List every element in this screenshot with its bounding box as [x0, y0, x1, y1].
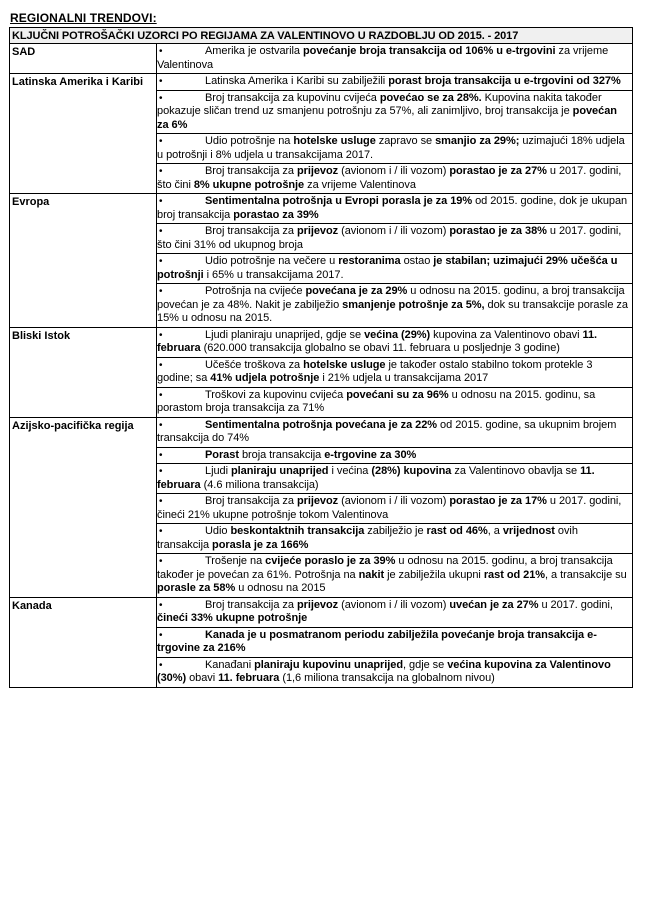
bullet-icon: • [159, 76, 163, 87]
text: od 2015. godine, dok je ukupan broj transakcija [157, 195, 628, 221]
text: i 21% udjela u transakcijama 2017 [319, 372, 489, 384]
table-row [10, 74, 633, 194]
text: Kanađani [205, 658, 255, 671]
list-item [157, 628, 632, 658]
regional-trends-table [9, 27, 633, 688]
text: dok su transakcije porasle za 15% u odnosu na 2015. [157, 298, 628, 324]
bullet-icon: • [159, 449, 163, 461]
text: obavi [186, 672, 219, 684]
text: je zabilježila ukupni [384, 568, 484, 581]
bold-text: porasla je za 166% [212, 538, 309, 551]
table-title: KLJUČNI POTROŠAČKI UZORCI PO REGIJAMA ZA VALENTINOVO U RAZDOBLJU OD 2015. - 2017 [10, 28, 633, 44]
bold-text: porasle za 58% [157, 582, 236, 594]
bold-text: većina kupovina za Valentinovo (30%) [157, 658, 611, 684]
text: za vrijeme Valentinova [157, 45, 609, 71]
list-item [157, 224, 632, 254]
text: uzimajući 18% udjela u potrošnji i 8% udjela u transakcijama 2017. [157, 135, 625, 161]
text: (avionom i / ili vozom) [338, 495, 450, 507]
bold-text: cvijeće poraslo je za 39% [265, 555, 396, 567]
list-item [157, 134, 632, 164]
list-item [157, 598, 632, 628]
text: Potrošnja na cvijeće [205, 285, 306, 297]
text: broja transakcija [238, 448, 325, 461]
bold-text: smanjenje potrošnje za 5%, [342, 298, 485, 311]
text: ovih transakcija [157, 525, 578, 551]
table-row [10, 417, 633, 597]
text: i većina [328, 465, 372, 477]
bullet-icon: • [159, 419, 163, 431]
bold-text: beskontaktnih transakcija [230, 525, 365, 537]
text: u 2017. godini, što čini 31% od ukupnog broja [157, 225, 622, 251]
text: , a [487, 525, 503, 537]
bold-text: hotelske usluge [303, 358, 386, 371]
text: Udio potrošnje na večere u [205, 255, 339, 267]
text: , gdje se [403, 658, 448, 671]
list-item [157, 194, 632, 224]
bullet-icon: • [159, 466, 163, 477]
bullet-icon: • [159, 496, 163, 507]
text: za Valentinovo obavlja se [451, 465, 581, 477]
bullet-icon: • [159, 136, 163, 147]
text: u 2017. godini, [538, 598, 613, 611]
text: kupovina za Valentinovo obavi [430, 328, 583, 341]
bold-text: povećan za 6% [157, 105, 617, 131]
list-item [157, 164, 632, 193]
bold-text: porastao je za 27% [449, 165, 547, 177]
bold-text: 41% udjela potrošnje [210, 372, 320, 384]
bold-text: smanjio za 29%; [435, 135, 520, 147]
region-bullets [157, 417, 633, 597]
text: za vrijeme Valentinova [304, 178, 416, 191]
bold-text: prijevoz [296, 598, 339, 611]
text: Troškovi za kupovinu cvijeća [205, 388, 347, 401]
text: Ljudi planiraju unaprijed, gdje se [205, 328, 365, 341]
text: (avionom i / ili vozom) [338, 225, 450, 237]
list-item [157, 524, 632, 554]
bold-text: povećana je za 29% [305, 285, 408, 297]
text: Amerika je ostvarila [205, 45, 303, 57]
bold-text: prijevoz [296, 165, 339, 177]
table-row [10, 44, 633, 74]
bold-text: rast od 46% [426, 525, 488, 537]
list-item [157, 494, 632, 524]
bold-text: Sentimentalna potrošnja u Evropi porasla je za 19% [205, 195, 473, 207]
bold-text: povećao se za 28%. [379, 91, 482, 104]
bold-text: je stabilan; uzimajući 29% učešća u potrošnji [157, 255, 618, 281]
bold-text: uvećan je za 27% [449, 598, 539, 611]
text: u odnosu na 2015 [235, 582, 326, 594]
text: Broj transakcija za [205, 165, 297, 177]
text: u odnosu na 2015. godinu, a broj transakcija povećan je za 48%. Nakit je zabilježio [157, 285, 625, 311]
list-item [157, 44, 632, 73]
list-item [157, 358, 632, 388]
text: Broj transakcija za [205, 225, 297, 237]
bold-text: planiraju unaprijed [231, 465, 329, 477]
region-name: Latinska Amerika i Karibi [10, 74, 157, 194]
text: u 2017. godini, što čini [157, 165, 622, 191]
text: (1,6 miliona transakcija na globalnom nivou) [279, 672, 495, 684]
region-bullets [157, 597, 633, 687]
bullet-icon: • [159, 389, 163, 401]
region-bullets [157, 74, 633, 194]
bold-text: 8% ukupne potrošnje [193, 178, 305, 191]
text: Broj transakcija za [205, 495, 297, 507]
list-item [157, 254, 632, 284]
bullet-icon: • [159, 599, 163, 611]
region-name: Kanada [10, 597, 157, 687]
bold-text: 11. februara [157, 465, 595, 491]
bold-text: 11. februara [157, 328, 598, 354]
text: , a transakcije su [545, 568, 627, 581]
region-name: Azijsko-pacifička regija [10, 417, 157, 597]
bold-text: porastao je za 17% [449, 495, 547, 507]
list-item [157, 284, 632, 327]
bold-text: (28%) kupovina [371, 465, 452, 477]
table-row [10, 327, 633, 417]
bullet-icon: • [159, 196, 163, 207]
bullet-icon: • [159, 629, 163, 641]
text: (avionom i / ili vozom) [338, 165, 450, 177]
text: ostao [400, 255, 434, 267]
text: (avionom i / ili vozom) [338, 598, 450, 611]
list-item [157, 464, 632, 494]
list-item [157, 554, 632, 597]
text: u odnosu na 2015. godinu, a broj transakcija također je povećan za 61%. Potrošnja na [157, 555, 613, 581]
text: Učešće troškova za [205, 358, 304, 371]
bold-text: rast od 21% [483, 568, 546, 581]
bold-text: porastao za 39% [233, 208, 319, 221]
list-item [157, 658, 632, 687]
bullet-icon: • [159, 166, 163, 177]
bold-text: porast broja transakcija u e-trgovini od 327% [388, 75, 621, 87]
region-bullets [157, 327, 633, 417]
text: je također ostalo stabilno tokom protekle 3 godine; sa [157, 358, 593, 384]
bullet-icon: • [159, 359, 163, 371]
bold-text: nakit [358, 568, 385, 581]
bold-text: prijevoz [296, 495, 339, 507]
bold-text: 11. februara [218, 672, 280, 684]
table-title-row [10, 28, 633, 44]
bold-text: čineći 33% ukupne potrošnje [157, 612, 308, 624]
table-row [10, 597, 633, 687]
bold-text: vrijednost [502, 525, 555, 537]
text: u odnosu na 2015. godinu, sa porastom broja transakcija za 71% [157, 388, 596, 414]
bullet-icon: • [159, 329, 163, 341]
section-heading: REGIONALNI TRENDOVI: [10, 11, 157, 25]
bullet-icon: • [159, 226, 163, 237]
text: (620.000 transakcija globalno se obavi 11. februara u posljednje 3 godine) [200, 342, 560, 354]
bullet-icon: • [159, 556, 163, 567]
text: Udio potrošnje na [205, 135, 294, 147]
text: u 2017. godini, čineći 21% ukupne potrošnje tokom Valentinova [157, 495, 622, 521]
bold-text: hotelske usluge [293, 135, 376, 147]
bold-text: Kanada je u posmatranom periodu zabilježila povećanje broja transakcija e-trgovine za 216% [157, 628, 597, 654]
bold-text: e-trgovine za 30% [324, 448, 417, 461]
bold-text: planiraju kupovinu unaprijed [254, 658, 404, 671]
bold-text: većina (29%) [364, 328, 431, 341]
text: Trošenje na [205, 555, 266, 567]
bullet-icon: • [159, 92, 163, 104]
list-item [157, 91, 632, 135]
region-bullets [157, 44, 633, 74]
bullet-icon: • [159, 659, 163, 671]
text: od 2015. godine, sa ukupnim brojem transakcija do 74% [157, 418, 617, 444]
list-item [157, 74, 632, 91]
list-item [157, 418, 632, 448]
region-name: Bliski Istok [10, 327, 157, 417]
text: Broj transakcija za kupovinu cvijeća [205, 91, 380, 104]
bold-text: Porast [205, 448, 239, 461]
bold-text: povećanje broja transakcija od 106% u e-trgovini [302, 45, 556, 57]
text: Udio [205, 525, 231, 537]
text: Latinska Amerika i Karibi su zabilježili [205, 75, 389, 87]
bullet-icon: • [159, 46, 163, 57]
table-body [10, 28, 633, 688]
list-item [157, 448, 632, 465]
region-bullets [157, 194, 633, 328]
bold-text: porastao je za 38% [449, 225, 547, 237]
text: i 65% u transakcijama 2017. [203, 268, 344, 281]
text: Broj transakcija za [205, 598, 297, 611]
text: (4.6 miliona transakcija) [200, 478, 319, 491]
text: zabilježio je [364, 525, 427, 537]
bullet-icon: • [159, 256, 163, 267]
text: Kupovina nakita također pokazuje sličan trend uz smanjenu potrošnju za 57%, ali zanimljivo, broj transakcija je [157, 91, 602, 117]
bold-text: restoranima [338, 255, 401, 267]
text: zapravo se [375, 135, 436, 147]
region-name: Evropa [10, 194, 157, 328]
text: Ljudi [205, 465, 231, 477]
bold-text: prijevoz [296, 225, 339, 237]
bullet-icon: • [159, 526, 163, 537]
list-item [157, 328, 632, 358]
bullet-icon: • [159, 286, 163, 297]
region-name: SAD [10, 44, 157, 74]
list-item [157, 388, 632, 417]
bold-text: povećani su za 96% [346, 388, 449, 401]
table-row [10, 194, 633, 328]
bold-text: Sentimentalna potrošnja povećana je za 22% [205, 418, 438, 431]
